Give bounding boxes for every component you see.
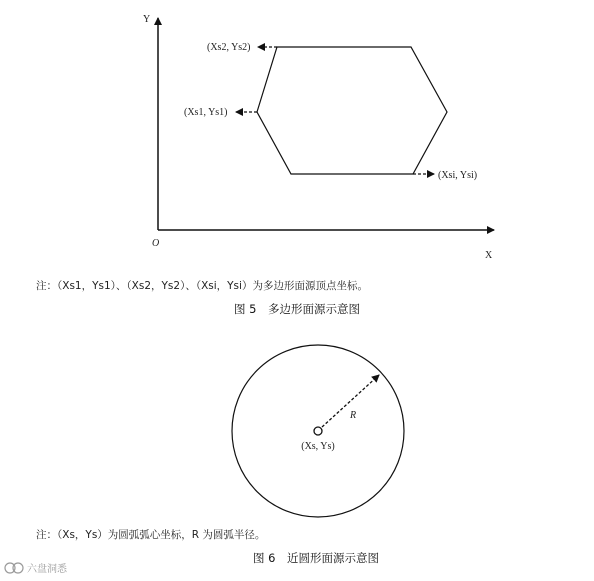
figure-5-caption: 图 5 多边形面源示意图 bbox=[234, 302, 360, 316]
figure-5-note: 注：（Xs1，Ys1）、（Xs2，Ys2）、（Xsi，Ysi）为多边形面源顶点坐标。 bbox=[36, 280, 368, 292]
figure-6-note: 注：（Xs，Ys）为圆弧弧心坐标，R 为圆弧半径。 bbox=[36, 529, 266, 541]
x-axis-label: X bbox=[485, 250, 493, 261]
polygon-area-source bbox=[257, 47, 447, 174]
circle-center-marker bbox=[314, 427, 322, 435]
vertex-si-label: (Xsi, Ysi) bbox=[438, 170, 478, 181]
figure-5-polygon-area-source bbox=[36, 14, 494, 316]
origin-label: O bbox=[152, 238, 160, 249]
figure-6-caption: 图 6 近圆形面源示意图 bbox=[253, 551, 379, 565]
watermark-text: 六盘洞悉 bbox=[27, 564, 67, 575]
radius-label: R bbox=[350, 410, 357, 421]
vertex-s1-label: (Xs1, Ys1) bbox=[184, 107, 228, 118]
vertex-s2-label: (Xs2, Ys2) bbox=[207, 42, 251, 53]
watermark bbox=[5, 562, 68, 575]
watermark-logo-icon bbox=[5, 563, 23, 573]
y-axis-label: Y bbox=[143, 14, 151, 25]
center-label: (Xs, Ys) bbox=[301, 441, 335, 452]
figure-6-circular-area-source bbox=[36, 345, 404, 565]
